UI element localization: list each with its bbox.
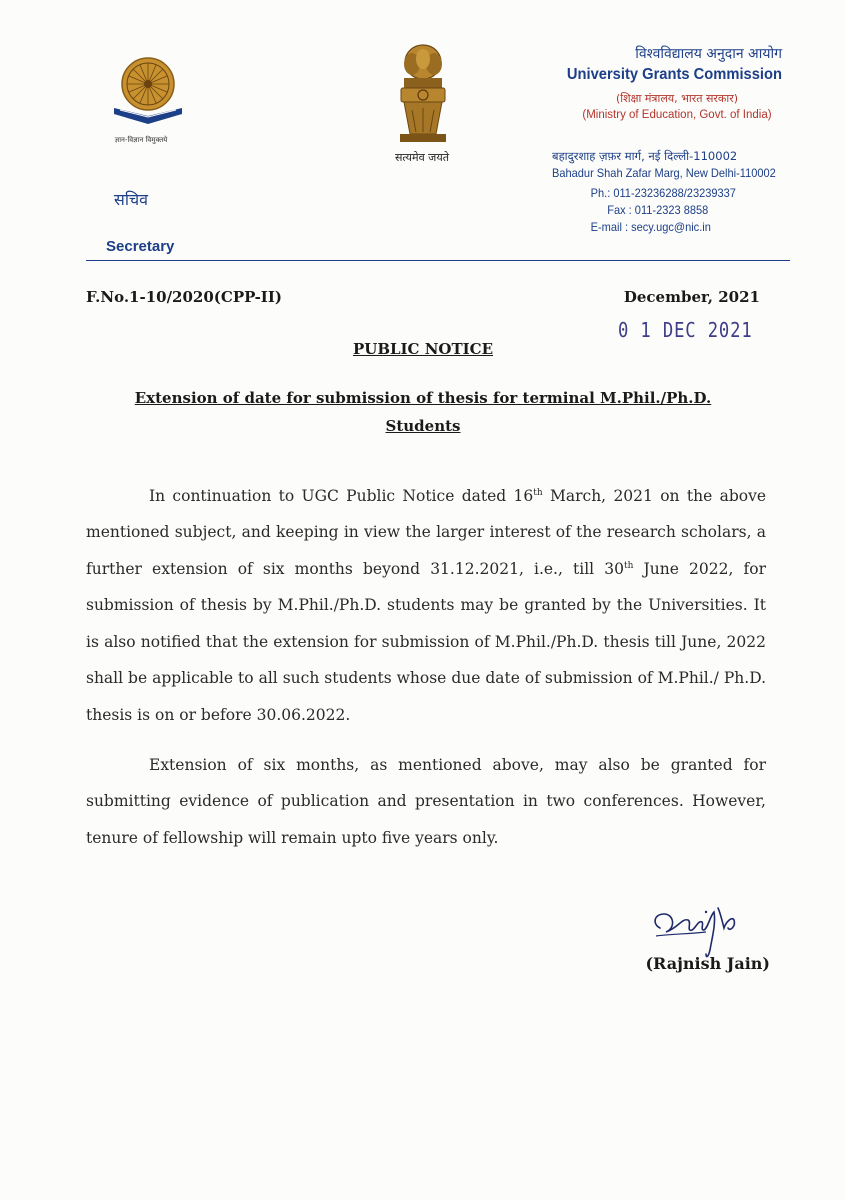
ordinal-suffix: th <box>624 560 634 571</box>
emblem-motto: सत्यमेव जयते <box>394 151 449 164</box>
ordinal-suffix: th <box>533 487 543 498</box>
address-english: Bahadur Shah Zafar Marg, New Delhi-110002 <box>552 166 776 180</box>
notice-title: PUBLIC NOTICE <box>352 340 494 358</box>
notice-subject: Extension of date for submission of thesis for terminal M.Phil./Ph.D. Students <box>134 389 712 435</box>
organisation-block <box>542 44 782 123</box>
notice-date: December, 2021 <box>623 288 760 306</box>
ugc-logo-icon <box>100 50 196 130</box>
para1-part-c: June 2022, for submission of thesis by M.Phil./Ph.D. students may be granted by the Universities. It is also notified that the extension for submission of M.Phil./Ph.D. thesis till June, 2022 shall be applicable to all such students whose due date of submission of M.Phil./ Ph.D. thesis is on or before 30.06.2022. <box>86 559 767 724</box>
address-hindi: बहादुरशाह ज़फ़र मार्ग, नई दिल्ली-110002 <box>552 149 738 163</box>
state-emblem-icon <box>392 40 454 150</box>
ministry-hindi: (शिक्षा मंत्रालय, भारत सरकार) <box>615 92 739 105</box>
phone-number: Ph.: 011-23236288/23239337 <box>590 186 736 200</box>
org-name-hindi: विश्वविद्यालय अनुदान आयोग <box>635 46 782 62</box>
logo-tagline: ज्ञान-विज्ञान विमुक्तये <box>114 136 168 144</box>
para1-part-b: March, 2021 on the above mentioned subject, and keeping in view the larger interest of the research scholars, a further extension of six months beyond 31.12.2021, i.e., till 30 <box>86 486 766 578</box>
designation-english: Secretary <box>106 238 175 255</box>
email-address: E-mail : secy.ugc@nic.in <box>590 220 711 234</box>
date-stamp: 0 1 DEC 2021 <box>618 318 753 342</box>
ministry-english: (Ministry of Education, Govt. of India) <box>582 109 772 121</box>
letterhead-divider <box>86 260 790 261</box>
org-name-english: University Grants Commission <box>566 66 782 83</box>
address-block <box>552 148 792 236</box>
fax-number: Fax : 011-2323 8858 <box>607 203 709 217</box>
designation-hindi: सचिव <box>114 190 149 209</box>
para1-part-a: In continuation to UGC Public Notice dated 16 <box>149 486 534 505</box>
signatory-name: (Rajnish Jain) <box>645 954 770 973</box>
body-paragraph-1 <box>86 478 766 734</box>
body-paragraph-2: Extension of six months, as mentioned above, may also be granted for submitting evidence of publication and presentation in two conferences. However, tenure of fellowship will remain upto five years only. <box>86 755 766 847</box>
file-number: F.No.1-10/2020(CPP-II) <box>86 288 282 306</box>
